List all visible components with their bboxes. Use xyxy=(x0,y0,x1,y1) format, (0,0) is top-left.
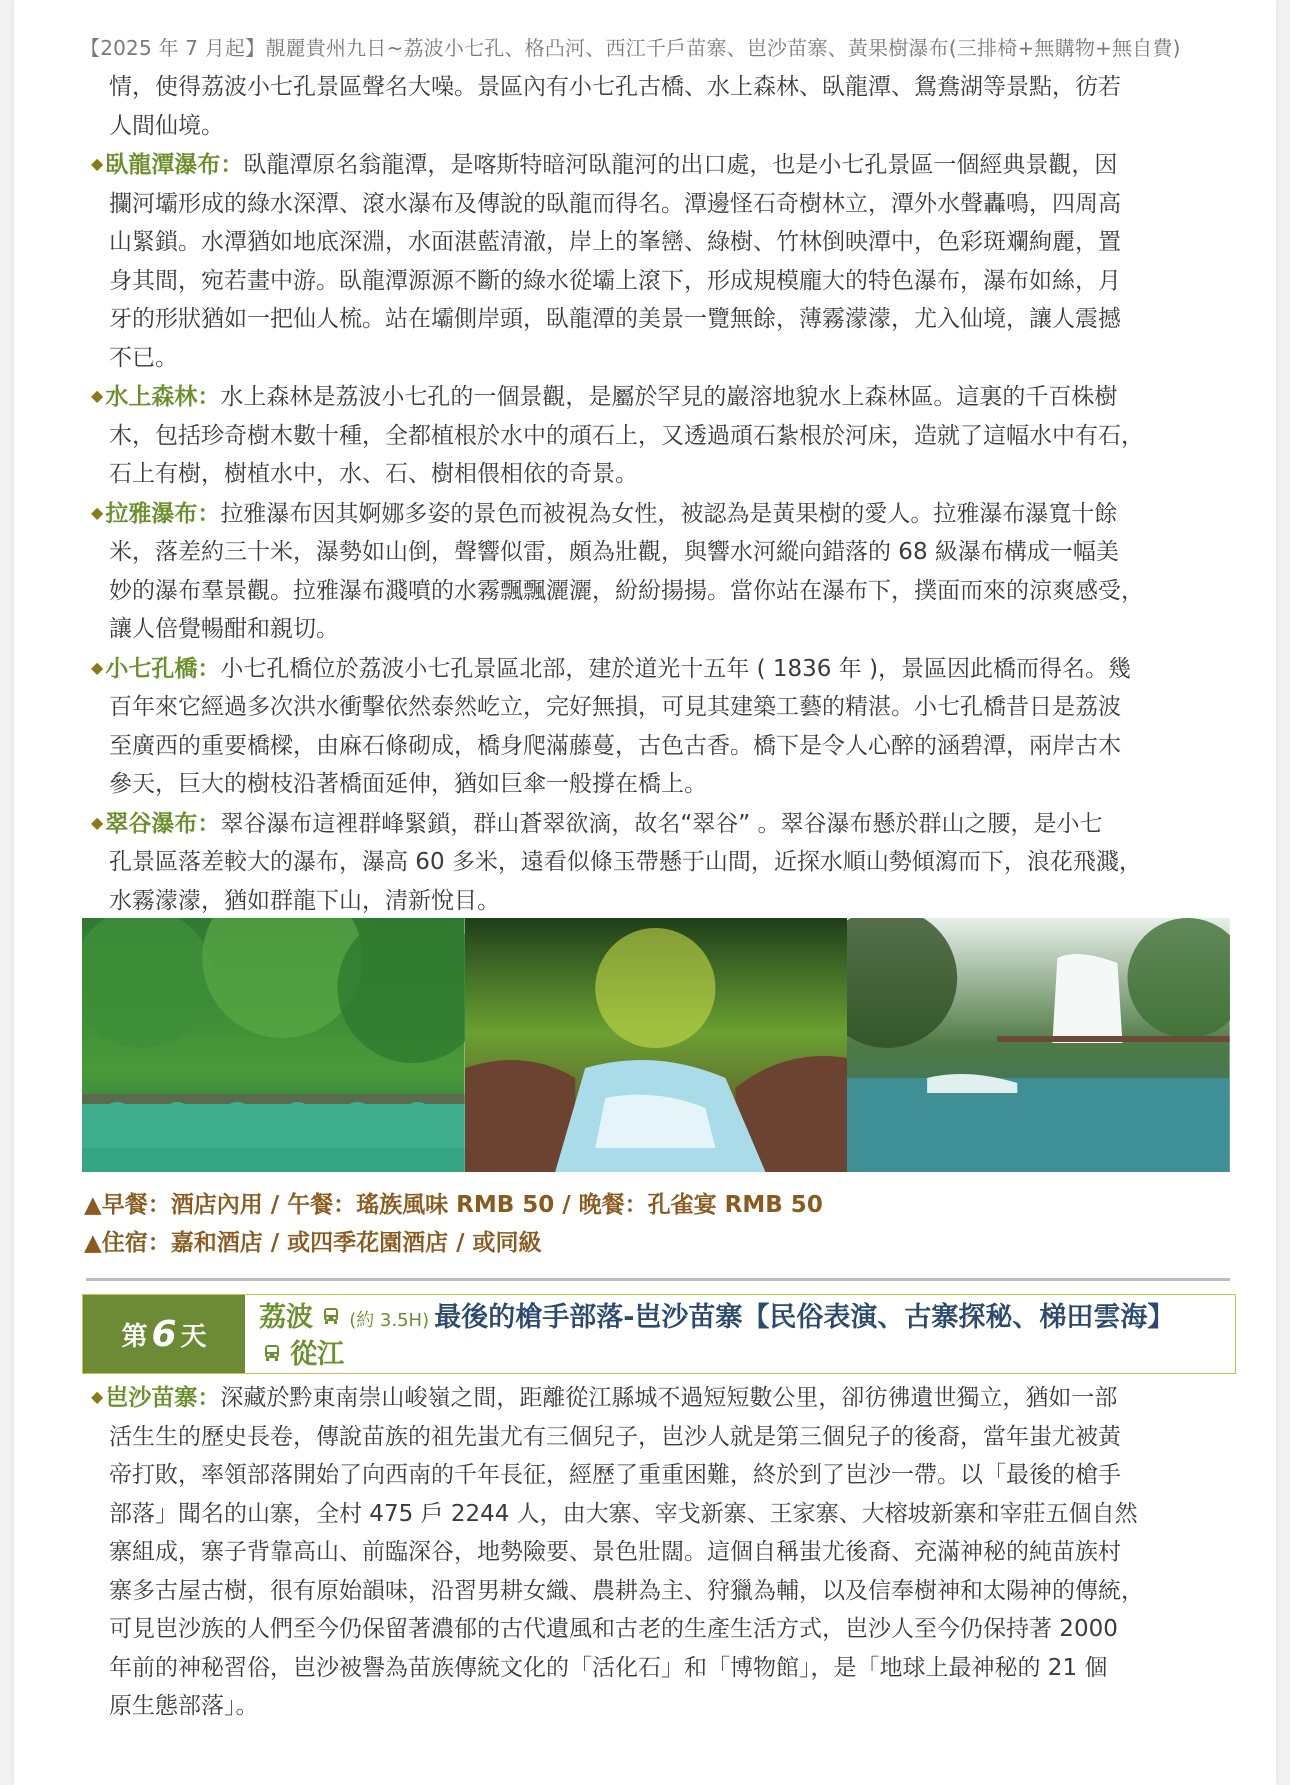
day-city-to: 從江 xyxy=(290,1339,345,1370)
day-prefix: 第 xyxy=(121,1321,148,1352)
photo-waterfall xyxy=(847,918,1230,1172)
attractions-list xyxy=(68,145,1238,920)
attraction-paragraph xyxy=(68,804,1238,921)
intro-line: 人間仙境。 xyxy=(109,112,224,139)
diamond-bullet-icon: ◆ xyxy=(91,657,104,677)
attraction-term: 水上森林： xyxy=(105,384,221,410)
attraction-line: 年前的神秘習俗，岜沙被譽為苗族傳統文化的「活化石」和「博物館」，是「地球上最神秘的 21 個 xyxy=(109,1654,1108,1681)
day-label xyxy=(83,1295,245,1373)
attraction-line: 讓人倍覺暢酣和親切。 xyxy=(109,616,339,642)
attraction-line: 百年來它經過多次洪水衝擊依然泰然屹立，完好無損，可見其建築工藝的精湛。小七孔橋昔日是荔波 xyxy=(109,694,1121,720)
attraction-term: 臥龍潭瀑布： xyxy=(105,152,244,178)
attraction-line: 水霧濛濛，猶如群龍下山，清新悅目。 xyxy=(109,887,500,914)
photo-bridge-lake xyxy=(82,918,465,1172)
attraction-line: 拉雅瀑布因其婀娜多姿的景色而被視為女性，被認為是黃果樹的愛人。拉雅瀑布瀑寬十餘 xyxy=(220,500,1118,527)
attraction-paragraph xyxy=(68,377,1238,494)
attraction-line: 可見岜沙族的人們至今仍保留著濃郁的古代遺風和古老的生產生活方式，岜沙人至今仍保持著 2000 xyxy=(109,1616,1118,1642)
diamond-bullet-icon: ◆ xyxy=(91,812,104,832)
intro-block xyxy=(68,68,1238,145)
attraction-term: 翠谷瀑布： xyxy=(105,810,221,837)
attraction-line: 木，包括珍奇樹木數十種，全都植根於水中的頑石上，又透過頑石紮根於河床，造就了這幅水中有石， xyxy=(109,422,1144,449)
attraction-line: 原生態部落」。 xyxy=(109,1693,259,1719)
day-number: 6 xyxy=(151,1313,177,1355)
attraction-line: 翠谷瀑布這裡群峰緊鎖，群山蒼翠欲滴，故名“翠谷” 。翠谷瀑布懸於群山之腰，是小七 xyxy=(220,810,1103,837)
attraction-line: 水上森林是荔波小七孔的一個景觀，是屬於罕見的巖溶地貌水上森林區。這裏的千百株樹 xyxy=(220,384,1118,410)
attraction-line: 部落」聞名的山寨，全村 475 戶 2244 人，由大寨、宰戈新寨、王家寨、大榕坡新寨和宰莊五個自然 xyxy=(109,1500,1138,1527)
day-duration: (約 3.5H) xyxy=(349,1310,430,1331)
diamond-bullet-icon: ◆ xyxy=(91,154,104,173)
hotel-info: ▲住宿：嘉和酒店 / 或四季花園酒店 / 或同級 xyxy=(84,1230,542,1256)
attraction-line: 不已。 xyxy=(109,344,178,371)
attraction-term: 小七孔橋： xyxy=(105,655,221,682)
attraction-term: 拉雅瀑布： xyxy=(105,500,221,527)
section-divider xyxy=(86,1278,1230,1281)
bus-icon xyxy=(263,1344,281,1362)
attraction-line: 石上有樹，樹植水中，水、石、樹相偎相依的奇景。 xyxy=(109,461,638,487)
attraction-line: 帝打敗，率領部落開始了向西南的千年長征，經歷了重重困難，終於到了岜沙一帶。以「最後的槍手 xyxy=(109,1462,1121,1488)
attraction-line: 牙的形狀猶如一把仙人梳。站在壩側岸頭，臥龍潭的美景一覽無餘，薄霧濛濛，尤入仙境，讓人震撼 xyxy=(109,306,1121,332)
attraction-line: 寨組成，寨子背靠高山、前臨深谷，地勢險要、景色壯闊。這個自稱蚩尤後裔、充滿神秘的純苗族村 xyxy=(109,1539,1121,1565)
day-suffix: 天 xyxy=(180,1321,207,1352)
attraction-line: 攔河壩形成的綠水深潭、滾水瀑布及傳說的臥龍而得名。潭邊怪石奇樹林立，潭外水聲轟鳴，四周高 xyxy=(109,190,1121,217)
attraction-line: 臥龍潭原名翁龍潭，是喀斯特暗河臥龍河的出口處，也是小七孔景區一個經典景觀，因 xyxy=(243,152,1118,178)
attraction-line: 深藏於黔東南崇山峻嶺之間，距離從江縣城不過短短數公里，卻彷彿遺世獨立，猶如一部 xyxy=(220,1385,1118,1411)
attraction-line: 小七孔橋位於荔波小七孔景區北部，建於道光十五年 ( 1836 年 )，景區因此橋而得名。幾 xyxy=(220,655,1132,682)
day-city-from: 荔波 xyxy=(259,1302,313,1333)
bus-icon xyxy=(322,1307,340,1325)
attraction-line: 身其間，宛若畫中游。臥龍潭源源不斷的綠水從壩上滾下，形成規模龐大的特色瀑布，瀑布如絲，月 xyxy=(109,267,1121,294)
photo-forest-stream xyxy=(465,918,848,1172)
photo-strip xyxy=(82,918,1230,1172)
day-title xyxy=(245,1295,1174,1373)
diamond-bullet-icon: ◆ xyxy=(91,502,104,522)
document-page xyxy=(14,0,1276,1785)
attraction-line: 米，落差約三十米，瀑勢如山倒，聲響似雷，頗為壯觀，與響水河縱向錯落的 68 級瀑布構成一幅美 xyxy=(109,539,1119,565)
attraction-line: 活生生的歷史長卷，傳說苗族的祖先蚩尤有三個兒子，岜沙人就是第三個兒子的後裔，當年蚩尤被黃 xyxy=(109,1423,1121,1450)
page-header-title: 【2025 年 7 月起】靚麗貴州九日~荔波小七孔、格凸河、西江千戶苗寨、岜沙苗寨、黃果樹瀑布(三排椅+無購物+無自費) xyxy=(80,36,1181,60)
day-header xyxy=(82,1294,1236,1374)
attraction-term: 岜沙苗寨： xyxy=(105,1385,221,1411)
diamond-bullet-icon: ◆ xyxy=(91,1387,104,1406)
attraction-line: 山緊鎖。水潭猶如地底深淵，水面湛藍清澈，岸上的峯巒、綠樹、竹林倒映潭中，色彩斑斕絢麗，置 xyxy=(109,229,1121,255)
attraction-line: 至廣西的重要橋樑，由麻石條砌成，橋身爬滿藤蔓，古色古香。橋下是令人心醉的涵碧潭，兩岸古木 xyxy=(109,732,1121,759)
attraction-line: 妙的瀑布羣景觀。拉雅瀑布濺噴的水霧飄飄灑灑，紛紛揚揚。當你站在瀑布下，撲面而來的涼爽感受， xyxy=(109,577,1144,604)
attraction-line: 孔景區落差較大的瀑布，瀑高 60 多米，遠看似條玉帶懸于山間，近探水順山勢傾瀉而下，浪花飛濺， xyxy=(109,849,1142,875)
meal-info: ▲早餐：酒店內用 / 午餐：瑤族風味 RMB 50 / 晚餐：孔雀宴 RMB 50 xyxy=(84,1192,823,1218)
basha-section xyxy=(68,1378,1238,1726)
diamond-bullet-icon: ◆ xyxy=(91,386,104,405)
attraction-line: 寨多古屋古樹，很有原始韻味，沿習男耕女織、農耕為主、狩獵為輔，以及信奉樹神和太陽神的傳統， xyxy=(109,1577,1144,1604)
attraction-paragraph xyxy=(68,494,1238,649)
attraction-line: 參天，巨大的樹枝沿著橋面延伸，猶如巨傘一般撐在橋上。 xyxy=(109,771,707,797)
day-destination: 最後的槍手部落-岜沙苗寨【民俗表演、古寨探秘、梯田雲海】 xyxy=(434,1302,1175,1333)
attraction-paragraph xyxy=(68,1378,1238,1726)
intro-line: 情，使得荔波小七孔景區聲名大噪。景區內有小七孔古橋、水上森林、臥龍潭、鴛鴦湖等景點，彷若 xyxy=(109,74,1121,100)
attraction-paragraph xyxy=(68,649,1238,804)
attraction-paragraph xyxy=(68,145,1238,377)
